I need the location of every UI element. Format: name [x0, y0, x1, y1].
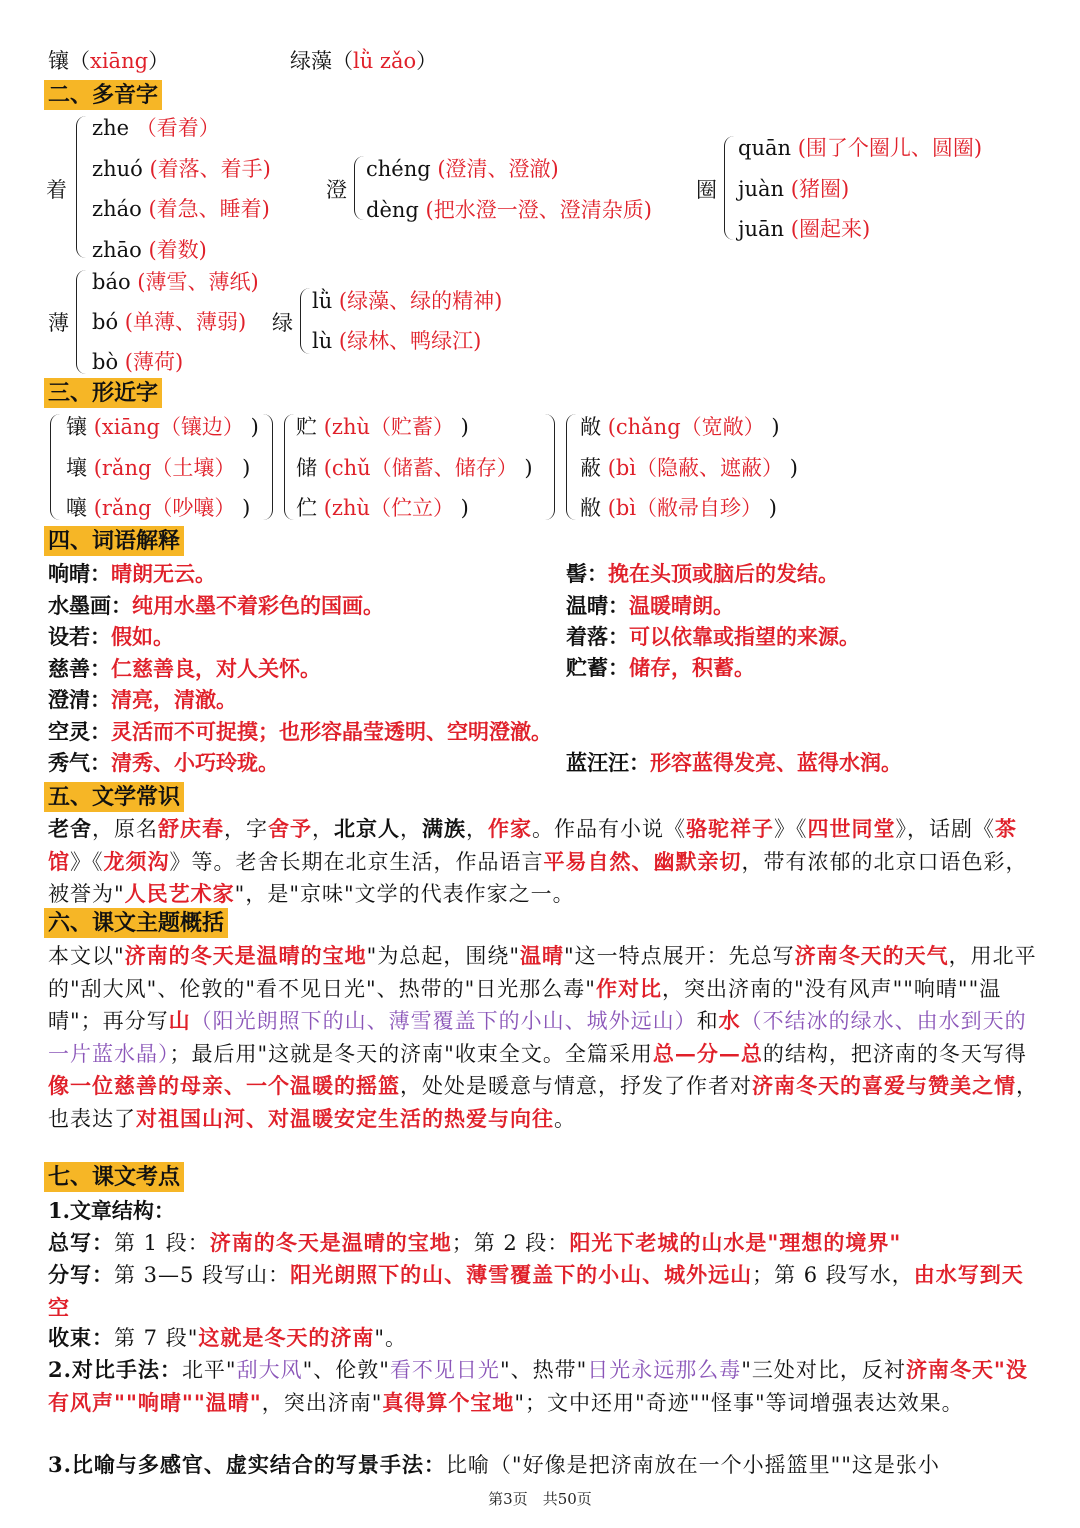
text-run: 作家	[488, 816, 532, 841]
text-run: ；最后用"这就是冬天的济南"收束全文。全篇采用	[169, 1041, 653, 1066]
pinyin: dèng	[366, 197, 419, 222]
definition-row	[566, 559, 839, 589]
polyphone-char-lv: 绿	[272, 311, 293, 335]
similar-char-row	[296, 493, 469, 523]
character: 嚷	[66, 496, 94, 520]
text-run: ；第 2 段：	[451, 1231, 570, 1255]
text-run: 骆驼祥子	[686, 816, 774, 841]
definition-row	[48, 654, 321, 684]
pinyin: zhāo	[92, 237, 142, 262]
polyphone-row	[92, 194, 270, 224]
text-run: ，	[466, 817, 488, 841]
term: 蓝汪汪：	[566, 750, 650, 775]
character: 贮	[296, 415, 324, 439]
text-run: 舍予	[268, 816, 312, 841]
example-words: (围了个圈儿、圆圈)	[791, 136, 983, 160]
pinyin: (bì	[607, 496, 637, 520]
text-run: 3.比喻与多感官、虚实结合的写景手法：	[48, 1452, 446, 1477]
example-words: （贮蓄）	[370, 415, 454, 439]
text-run: 的结构，把济南的冬天写得	[762, 1041, 1027, 1066]
character: 敞	[580, 415, 608, 439]
pinyin: (chǔ	[323, 455, 371, 480]
example-words: (圈起来)	[784, 217, 871, 241]
brace	[566, 414, 577, 520]
definition-row	[566, 591, 734, 621]
character: 镶	[66, 415, 94, 439]
text-run: 》等。老舍长期在北京生活，作品语言	[169, 849, 544, 874]
text-run: ，	[400, 817, 422, 841]
pinyin: (zhù	[323, 415, 370, 439]
close-paren: )	[783, 455, 798, 480]
text-run: ，也表达了	[48, 1074, 1038, 1131]
similar-char-row	[296, 453, 533, 483]
text-run: 平易自然、幽默亲切	[543, 848, 742, 874]
text-run: ，	[312, 817, 334, 841]
text-run: "三处对比，反衬	[741, 1358, 906, 1382]
text-run: 刮大风	[236, 1358, 303, 1382]
pinyin: (rǎng	[93, 455, 152, 480]
structure-subtitle: 1.文章结构：	[48, 1198, 175, 1223]
pinyin: lù	[312, 329, 333, 353]
polyphone-char-quan: 圈	[696, 178, 717, 202]
metaphor-technique	[48, 1449, 1038, 1482]
term: 慈善：	[48, 655, 111, 681]
brace	[262, 414, 273, 520]
definition-row	[48, 685, 237, 715]
definition: 清亮，清澈。	[111, 687, 237, 712]
close-paren: )	[454, 496, 469, 520]
pinyin: bò	[92, 350, 119, 374]
term: 澄清：	[48, 687, 111, 712]
polyphone-char-bao: 薄	[48, 311, 69, 335]
brace	[76, 270, 87, 374]
text-run: ，突出济南的"没有风声""响晴""温晴"；再分写	[48, 976, 1002, 1033]
brace	[76, 116, 87, 258]
text-run: 和	[696, 1009, 719, 1033]
example-words: （土壤）	[151, 455, 236, 480]
definition-row	[48, 622, 174, 652]
character: 蔽	[580, 455, 608, 480]
close-paren: )	[517, 455, 533, 480]
example-words: (猪圈)	[784, 176, 850, 201]
example-words: (着急、睡着)	[141, 197, 270, 221]
text-run: 这就是冬天的济南	[198, 1325, 375, 1350]
text-run: 阳光朗照下的山、薄雪覆盖下的小山、城外远山	[290, 1262, 753, 1287]
text-run: 阳光下老城的山水是"理想的境界"	[569, 1230, 902, 1255]
brace	[50, 414, 61, 520]
polyphone-row	[92, 154, 271, 184]
pinyin: báo	[92, 270, 131, 294]
definition-row	[566, 653, 755, 683]
similar-char-row	[66, 412, 259, 442]
text-run: ，原名	[92, 817, 158, 841]
text-run: "这一特点展开：先总写	[564, 944, 795, 968]
term: 设若：	[48, 624, 111, 649]
text-run: 北京人	[334, 816, 400, 841]
example-words: (着落、着手)	[142, 156, 271, 181]
text-run: 日光永远那么毒	[587, 1358, 742, 1382]
close-paren: )	[764, 415, 780, 439]
section-title-theme: 六、课文主题概括	[44, 908, 228, 938]
pinyin: quān	[738, 136, 792, 160]
pinyin: juàn	[738, 176, 785, 201]
example-words: (着数)	[141, 237, 207, 262]
term: 温晴：	[566, 593, 629, 618]
definition: 可以依靠或指望的来源。	[629, 624, 860, 649]
example-words: （吵嚷）	[151, 496, 236, 520]
polyphone-row	[92, 267, 259, 297]
polyphone-char-zhe: 着	[46, 178, 67, 202]
text-run: 第 7 段"	[114, 1326, 199, 1350]
text-run: "、伦敦"	[302, 1358, 390, 1382]
text-run: 总写：	[48, 1230, 114, 1255]
definition: 形容蓝得发亮、蓝得水润。	[650, 750, 902, 775]
text-run: 。	[554, 1106, 576, 1131]
contrast-technique	[48, 1354, 1038, 1419]
pinyin: zháo	[92, 197, 142, 221]
text-run: 济南的冬天是温晴的宝地	[124, 943, 367, 968]
section-title-literature: 五、文学常识	[44, 782, 184, 812]
polyphone-row	[738, 174, 849, 204]
similar-char-row	[580, 453, 798, 483]
text-run: 第 3—5 段写山：	[114, 1263, 291, 1287]
literature-paragraph	[48, 813, 1038, 911]
example-words: （伫立）	[370, 496, 454, 520]
text-run: ，字	[224, 817, 268, 841]
text-run: "；文中还用"奇迹""怪事"等词增强表达效果。	[514, 1390, 964, 1415]
definition: 清秀、小巧玲珑。	[111, 750, 279, 775]
text-run: 比喻（"好像是把济南放在一个小摇篮里""这是张小	[445, 1453, 940, 1477]
text-run: 济南冬天的天气	[794, 943, 949, 968]
definition: 储存，积蓄。	[629, 655, 755, 680]
text-run: 老舍	[48, 816, 92, 841]
term: 着落：	[566, 624, 629, 649]
pinyin: bó	[92, 310, 119, 334]
text-run: "为总起，围绕"	[366, 944, 520, 968]
structure-parts	[48, 1259, 1038, 1324]
text-run: 像一位慈善的母亲、一个温暖的摇篮	[48, 1073, 400, 1098]
pinyin: (zhù	[323, 496, 370, 520]
example-words: (单薄、薄弱)	[118, 310, 247, 334]
definition-row	[48, 717, 552, 747]
pinyin: chéng	[366, 157, 431, 181]
text-run: "，是"京味"文学的代表作家之一。	[234, 882, 575, 906]
pinyin: zhuó	[92, 156, 143, 181]
structure-general	[48, 1227, 1038, 1260]
top-line-b: 绿藻（lǜ zǎo）	[290, 49, 438, 73]
pinyin: (chǎng	[607, 415, 681, 439]
example-words: （宽敞）	[680, 415, 765, 439]
example-words: （敝帚自珍）	[636, 496, 763, 520]
close-paren: )	[235, 455, 251, 480]
brace	[354, 156, 365, 220]
text-run: 对祖国山河、对温暖安定生活的热爱与向往	[136, 1105, 554, 1131]
term: 髻：	[566, 561, 608, 586]
example-words: （储蓄、储存）	[370, 455, 518, 480]
top-line-a: 镶（xiāng）	[48, 49, 170, 73]
page-footer: 第3页 共50页	[488, 1490, 592, 1508]
close-paren: )	[243, 415, 259, 439]
text-run: 济南冬天"没有风声""响晴""温晴"	[48, 1357, 1028, 1415]
text-run: 总—分—总	[652, 1040, 763, 1066]
example-words: （镶边）	[159, 415, 244, 439]
text-run: 真得算个宝地	[382, 1389, 515, 1415]
example-words: (澄清、澄澈)	[430, 157, 559, 181]
structure-ending	[48, 1322, 1038, 1355]
text-run: 四世同堂	[807, 816, 896, 841]
text-run: （阳光朗照下的山、薄雪覆盖下的小山、城外远山）	[190, 1009, 697, 1033]
character: 伫	[296, 496, 324, 520]
text-run: 济南冬天的喜爱与赞美之情	[752, 1073, 1016, 1098]
pinyin: zhe	[92, 116, 130, 140]
polyphone-row	[92, 113, 220, 143]
example-words: （看着）	[129, 116, 220, 140]
text-run: 满族	[422, 816, 466, 841]
definition: 挽在头顶或脑后的发结。	[608, 561, 839, 586]
section-title-word-meanings: 四、词语解释	[44, 526, 184, 556]
text-run: 看不见日光	[389, 1358, 500, 1382]
term: 水墨画：	[48, 592, 132, 618]
character: 储	[296, 455, 324, 480]
example-words: (薄雪、薄纸)	[130, 270, 259, 294]
text-run: 收束：	[48, 1325, 114, 1350]
text-run: 龙须沟	[103, 848, 170, 874]
text-run: 茶馆	[48, 816, 1017, 874]
text-run: 山	[168, 1008, 191, 1033]
section-title-similar-chars: 三、形近字	[44, 378, 162, 408]
character: 壤	[66, 455, 94, 480]
brace	[300, 288, 311, 354]
text-run: ，带有浓郁的北京口语色彩，被誉为"	[48, 849, 1028, 906]
term: 响晴：	[48, 561, 111, 586]
text-run: 济南的冬天是温晴的宝地	[209, 1230, 452, 1255]
example-words: (薄荷)	[118, 350, 184, 374]
brace	[544, 414, 555, 520]
section-title-polyphones: 二、多音字	[44, 80, 162, 110]
text-run: 。作品有小说《	[532, 817, 686, 841]
similar-char-row	[580, 493, 777, 523]
term: 空灵：	[48, 718, 111, 744]
text-run: 作对比	[595, 975, 662, 1001]
text-run: ，突出济南"	[261, 1390, 383, 1415]
text-run: ，处处是暖意与情意，抒发了作者对	[400, 1074, 752, 1098]
text-run: （不结冰的绿水、由水到天的一片蓝水晶）	[48, 1009, 1027, 1066]
definition: 纯用水墨不着彩色的国画。	[132, 592, 384, 618]
polyphone-row	[738, 214, 870, 244]
text-run: 》《	[70, 849, 104, 874]
pinyin: lǜ	[312, 289, 333, 313]
character: 敝	[580, 496, 608, 520]
definition: 假如。	[111, 624, 174, 649]
text-run: 2.对比手法：	[48, 1357, 182, 1382]
text-run: 》《	[774, 817, 808, 841]
text-run: "。	[374, 1326, 408, 1350]
polyphone-row	[92, 307, 246, 337]
text-run: 本文以"	[48, 944, 125, 968]
pinyin: (rǎng	[93, 496, 152, 520]
definition: 晴朗无云。	[111, 561, 216, 586]
definition-row	[48, 591, 384, 621]
polyphone-char-cheng: 澄	[326, 178, 347, 202]
pinyin: juān	[738, 217, 785, 241]
example-words: （隐蔽、遮蔽）	[636, 455, 784, 480]
text-run: "、热带"	[499, 1358, 588, 1382]
polyphone-row	[312, 286, 502, 316]
polyphone-row	[92, 347, 183, 377]
text-run: 》，话剧《	[895, 817, 995, 841]
text-run: 第 1 段：	[114, 1231, 210, 1255]
section-title-key-points: 七、课文考点	[44, 1162, 184, 1192]
polyphone-row	[738, 133, 982, 163]
text-run: 水	[718, 1008, 741, 1033]
text-run: 北平"	[181, 1358, 237, 1382]
close-paren: )	[235, 496, 251, 520]
example-words: (绿林、鸭绿江)	[332, 329, 482, 353]
polyphone-row	[366, 195, 652, 225]
polyphone-row	[92, 235, 207, 265]
text-run: 分写：	[48, 1262, 114, 1287]
similar-char-row	[66, 493, 250, 523]
text-run: 舒庆春	[158, 816, 224, 841]
brace	[724, 136, 735, 240]
example-words: (把水澄一澄、澄清杂质)	[418, 197, 652, 222]
polyphone-row	[366, 154, 559, 184]
definition: 灵活而不可捉摸；也形容晶莹透明、空明澄澈。	[111, 718, 552, 744]
text-run: ；第 6 段写水，	[752, 1263, 914, 1287]
similar-char-row	[296, 412, 469, 442]
definition: 仁慈善良，对人关怀。	[111, 655, 321, 681]
text-run: 人民艺术家	[124, 881, 235, 906]
term: 贮蓄：	[566, 655, 629, 680]
similar-char-row	[580, 412, 780, 442]
definition-row	[48, 559, 216, 589]
close-paren: )	[454, 415, 469, 439]
example-words: (绿藻、绿的精神)	[332, 289, 503, 313]
text-run: ，用北平的"刮大风"、伦敦的"看不见日光"、热带的"日光那么毒"	[48, 944, 1037, 1001]
close-paren: )	[762, 496, 777, 520]
definition-row	[48, 748, 279, 778]
definition: 温暖晴朗。	[629, 593, 734, 618]
brace	[284, 414, 295, 520]
similar-char-row	[66, 453, 250, 483]
term: 秀气：	[48, 750, 111, 775]
polyphone-row	[312, 326, 481, 356]
definition-row	[566, 748, 902, 778]
definition-row	[566, 622, 860, 652]
pinyin: (xiāng	[93, 415, 160, 439]
text-run: 由水写到天空	[48, 1262, 1024, 1320]
text-run: 温晴	[520, 943, 564, 968]
pinyin: (bì	[607, 455, 637, 480]
theme-paragraph	[48, 940, 1038, 1135]
